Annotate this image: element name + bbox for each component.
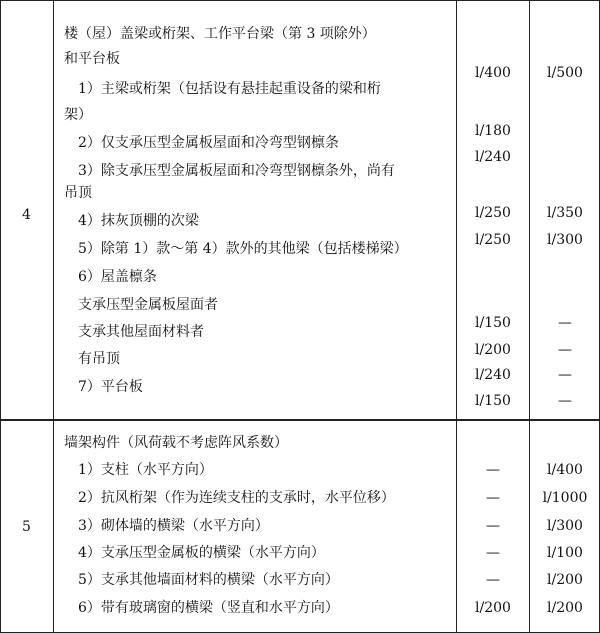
limit-value: l/200: [475, 342, 511, 358]
limit-value: l/180: [475, 123, 511, 139]
limit-value: —: [558, 342, 572, 358]
row-text-line: 1）支柱（水平方向）: [78, 462, 213, 478]
limit-value: l/1000: [542, 490, 588, 506]
limit-value: l/100: [547, 545, 583, 561]
limit-value: l/200: [475, 600, 511, 616]
row-text-line: 3）砌体墙的横梁（水平方向）: [78, 518, 269, 534]
row-text-line: 5）支承其他墙面材料的横梁（水平方向）: [78, 572, 339, 588]
row-text-line: 楼（屋）盖梁或桁架、工作平台梁（第 3 项除外）: [64, 26, 376, 42]
limit-value: l/400: [475, 65, 511, 81]
row-text-line: 5）除第 1）款～第 4）款外的其他梁（包括楼梯梁）: [78, 241, 408, 257]
limit-value: l/200: [547, 600, 583, 616]
table-border-top: [0, 0, 600, 1]
column-divider: [53, 0, 54, 633]
row-text-line: 4）支承压型金属板的横梁（水平方向）: [78, 545, 325, 561]
limit-value: —: [486, 462, 500, 478]
limit-value: —: [558, 393, 572, 409]
row-number: 4: [22, 207, 31, 223]
row-number: 5: [22, 519, 31, 535]
limit-value: —: [558, 315, 572, 331]
row-text-line: 支承压型金属板屋面者: [78, 297, 218, 313]
column-divider: [456, 0, 457, 633]
row-text-line: 支承其他屋面材料者: [78, 324, 204, 340]
limit-value: l/240: [475, 367, 511, 383]
row-divider: [0, 419, 600, 421]
row-text-line: 墙架构件（风荷载不考虑阵风系数）: [64, 435, 288, 451]
row-text-line: 6）屋盖檩条: [78, 269, 157, 285]
limit-value: —: [486, 518, 500, 534]
limit-value: —: [558, 367, 572, 383]
table-border-left: [0, 0, 1, 633]
limit-value: l/350: [547, 205, 583, 221]
row-text-line: 3）除支承压型金属板屋面和冷弯型钢檩条外，尚有: [78, 163, 395, 179]
limit-value: —: [486, 545, 500, 561]
limit-value: l/250: [475, 205, 511, 221]
row-text-line: 2）仅支承压型金属板屋面和冷弯型钢檩条: [78, 135, 339, 151]
row-text-line: 6）带有玻璃窗的横梁（竖直和水平方向）: [78, 600, 339, 616]
limit-value: l/200: [547, 572, 583, 588]
limit-value: l/300: [547, 518, 583, 534]
limit-value: l/240: [475, 149, 511, 165]
limit-value: l/150: [475, 315, 511, 331]
row-text-line: 1）主梁或桁架（包括设有悬挂起重设备的梁和桁: [78, 81, 381, 97]
row-text-line: 有吊顶: [78, 351, 120, 367]
limit-value: l/250: [475, 232, 511, 248]
column-divider: [529, 0, 530, 633]
row-text-line: 架）: [64, 107, 92, 123]
row-text-line: 7）平台板: [78, 379, 143, 395]
limit-value: —: [486, 490, 500, 506]
limit-value: l/150: [475, 393, 511, 409]
row-text-line: 和平台板: [64, 51, 120, 67]
row-text-line: 4）抹灰顶棚的次梁: [78, 213, 199, 229]
row-text-line: 2）抗风桁架（作为连续支柱的支承时，水平位移）: [78, 490, 395, 506]
limit-value: l/500: [547, 65, 583, 81]
row-text-line: 吊顶: [64, 185, 92, 201]
limit-value: —: [486, 572, 500, 588]
limit-value: l/400: [547, 462, 583, 478]
limit-value: l/300: [547, 232, 583, 248]
